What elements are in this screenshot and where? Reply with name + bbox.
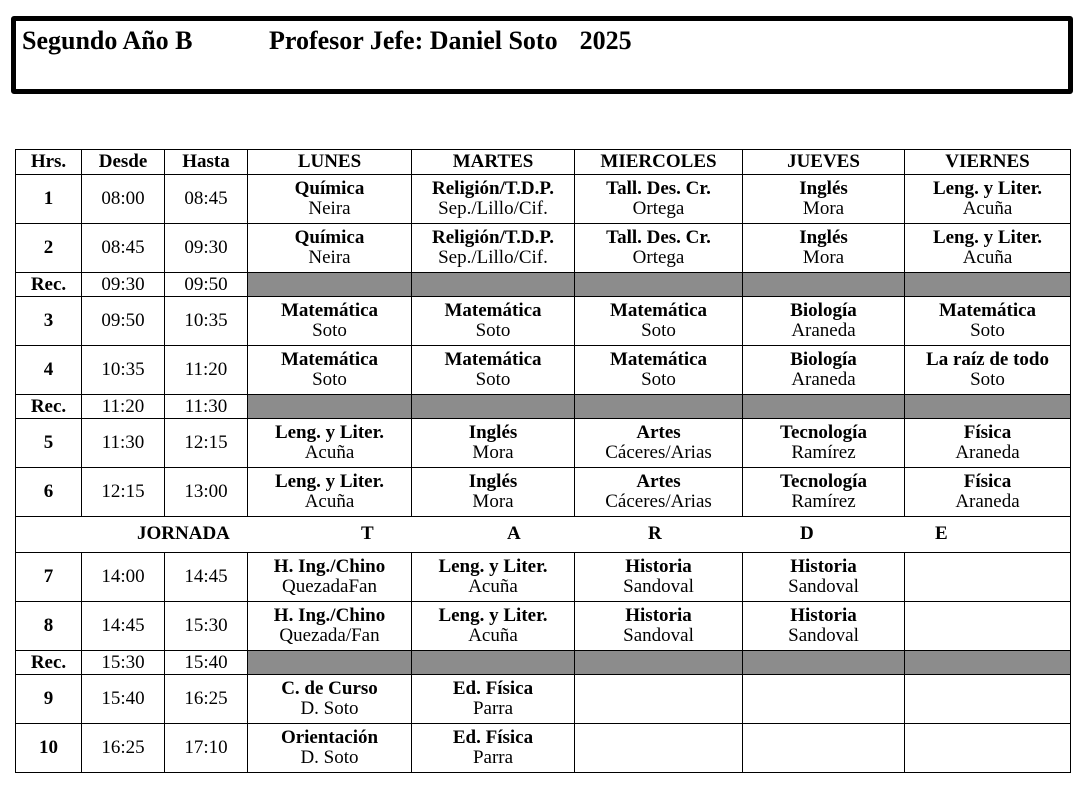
class-cell-lunes bbox=[248, 602, 412, 651]
subject-name: Leng. y Liter. bbox=[274, 471, 385, 492]
jornada-word: JORNADA bbox=[137, 523, 230, 544]
school-year: 2025 bbox=[579, 26, 632, 55]
recess-row bbox=[16, 651, 1071, 675]
subject-name: Artes bbox=[636, 471, 681, 492]
class-cell-martes bbox=[412, 224, 575, 273]
class-cell-viernes bbox=[905, 553, 1071, 602]
teacher-name: Sandoval bbox=[788, 625, 859, 646]
start-time: 16:25 bbox=[82, 724, 165, 773]
recess-cell-jueves bbox=[743, 273, 905, 297]
class-cell-martes bbox=[412, 724, 575, 773]
recess-cell-viernes bbox=[905, 395, 1071, 419]
subject-name: Leng. y Liter. bbox=[932, 227, 1043, 248]
recess-cell-miercoles bbox=[575, 651, 743, 675]
class-cell-viernes bbox=[905, 346, 1071, 395]
teacher-name: Acuña bbox=[304, 442, 355, 463]
period-number: 6 bbox=[16, 468, 82, 517]
teacher-name: Cáceres/Arias bbox=[605, 442, 712, 463]
teacher-name: Sep./Lillo/Cif. bbox=[438, 198, 548, 219]
teacher-name: Ortega bbox=[632, 198, 685, 219]
jornada-word: E bbox=[935, 523, 948, 544]
class-cell-jueves bbox=[743, 175, 905, 224]
recess-cell-lunes bbox=[248, 651, 412, 675]
class-cell-jueves bbox=[743, 602, 905, 651]
teacher-name: Araneda bbox=[791, 369, 856, 390]
subject-name: Biología bbox=[790, 300, 857, 321]
end-time: 10:35 bbox=[165, 297, 248, 346]
start-time: 15:30 bbox=[82, 651, 165, 675]
class-cell-jueves bbox=[743, 675, 905, 724]
teacher-name: Acuña bbox=[304, 491, 355, 512]
jornada-word: A bbox=[507, 523, 521, 544]
teacher-name: Acuña bbox=[468, 576, 518, 597]
teacher-name: Acuña bbox=[962, 247, 1013, 268]
class-cell-martes bbox=[412, 419, 575, 468]
teacher-name: Mora bbox=[802, 198, 845, 219]
teacher-name: Cáceres/Arias bbox=[605, 491, 712, 512]
head-teacher: Profesor Jefe: Daniel Soto bbox=[269, 26, 558, 55]
teacher-name: Neira bbox=[308, 198, 351, 219]
end-time: 08:45 bbox=[165, 175, 248, 224]
teacher-name: Soto bbox=[641, 320, 676, 341]
end-time: 14:45 bbox=[165, 553, 248, 602]
teacher-name: Soto bbox=[312, 320, 347, 341]
recess-row bbox=[16, 395, 1071, 419]
class-cell-miercoles bbox=[575, 468, 743, 517]
teacher-name: Soto bbox=[475, 369, 511, 390]
subject-name: H. Ing./Chino bbox=[273, 605, 386, 626]
jornada-word: D bbox=[800, 523, 814, 544]
end-time: 17:10 bbox=[165, 724, 248, 773]
subject-name: Inglés bbox=[468, 471, 518, 492]
teacher-name: Neira bbox=[308, 247, 351, 268]
teacher-name: Sandoval bbox=[623, 576, 694, 597]
subject-name: Religión/T.D.P. bbox=[432, 178, 554, 199]
start-time: 08:00 bbox=[82, 175, 165, 224]
class-cell-jueves bbox=[743, 346, 905, 395]
start-time: 12:15 bbox=[82, 468, 165, 517]
subject-name: Historia bbox=[625, 556, 692, 577]
recess-cell-lunes bbox=[248, 273, 412, 297]
period-number: 2 bbox=[16, 224, 82, 273]
class-cell-viernes bbox=[905, 724, 1071, 773]
teacher-name: Soto bbox=[970, 320, 1005, 341]
class-cell-lunes bbox=[248, 553, 412, 602]
recess-cell-martes bbox=[412, 273, 575, 297]
subject-name: Matemática bbox=[938, 300, 1037, 321]
subject-name: Inglés bbox=[468, 422, 518, 443]
period-number: 4 bbox=[16, 346, 82, 395]
class-cell-jueves bbox=[743, 468, 905, 517]
teacher-name: Mora bbox=[802, 247, 845, 268]
subject-name: Tall. Des. Cr. bbox=[606, 227, 711, 248]
col-desde: Desde bbox=[82, 150, 165, 175]
end-time: 11:30 bbox=[165, 395, 248, 419]
class-cell-miercoles bbox=[575, 602, 743, 651]
subject-name: Física bbox=[963, 422, 1012, 443]
class-cell-lunes bbox=[248, 224, 412, 273]
teacher-name: D. Soto bbox=[300, 747, 359, 768]
period-row bbox=[16, 175, 1071, 224]
recess-cell-jueves bbox=[743, 395, 905, 419]
end-time: 15:40 bbox=[165, 651, 248, 675]
class-cell-viernes bbox=[905, 297, 1071, 346]
subject-name: Leng. y Liter. bbox=[438, 556, 548, 577]
class-cell-lunes bbox=[248, 346, 412, 395]
class-cell-martes bbox=[412, 602, 575, 651]
end-time: 12:15 bbox=[165, 419, 248, 468]
class-cell-miercoles bbox=[575, 675, 743, 724]
subject-name: C. de Curso bbox=[281, 678, 378, 699]
teacher-name: Soto bbox=[475, 320, 511, 341]
subject-name: Química bbox=[294, 227, 365, 248]
subject-name: H. Ing./Chino bbox=[273, 556, 386, 577]
teacher-name: Acuña bbox=[962, 198, 1013, 219]
class-cell-jueves bbox=[743, 419, 905, 468]
col-miercoles: MIERCOLES bbox=[575, 150, 743, 175]
period-row bbox=[16, 419, 1071, 468]
subject-name: Matemática bbox=[444, 300, 542, 321]
teacher-name: QuezadaFan bbox=[282, 576, 377, 597]
class-cell-viernes bbox=[905, 675, 1071, 724]
start-time: 14:00 bbox=[82, 553, 165, 602]
start-time: 15:40 bbox=[82, 675, 165, 724]
class-cell-jueves bbox=[743, 553, 905, 602]
period-row bbox=[16, 553, 1071, 602]
teacher-name: Sandoval bbox=[788, 576, 859, 597]
teacher-name: Araneda bbox=[791, 320, 856, 341]
recess-cell-viernes bbox=[905, 651, 1071, 675]
period-number: 3 bbox=[16, 297, 82, 346]
period-number: 8 bbox=[16, 602, 82, 651]
subject-name: Orientación bbox=[280, 727, 379, 748]
subject-name: Artes bbox=[636, 422, 681, 443]
teacher-name: Parra bbox=[472, 698, 514, 719]
period-number: Rec. bbox=[16, 395, 82, 419]
col-viernes: VIERNES bbox=[905, 150, 1071, 175]
class-cell-lunes bbox=[248, 468, 412, 517]
teacher-name: D. Soto bbox=[300, 698, 359, 719]
subject-name: Física bbox=[963, 471, 1012, 492]
subject-name: Matemática bbox=[444, 349, 542, 370]
subject-name: Historia bbox=[790, 556, 857, 577]
period-number: 1 bbox=[16, 175, 82, 224]
class-cell-martes bbox=[412, 675, 575, 724]
start-time: 09:30 bbox=[82, 273, 165, 297]
class-cell-miercoles bbox=[575, 297, 743, 346]
class-cell-martes bbox=[412, 297, 575, 346]
class-cell-lunes bbox=[248, 675, 412, 724]
subject-name: Religión/T.D.P. bbox=[432, 227, 554, 248]
teacher-name: Ramírez bbox=[791, 442, 856, 463]
teacher-name: Ramírez bbox=[791, 491, 856, 512]
teacher-name: Soto bbox=[312, 369, 347, 390]
recess-cell-miercoles bbox=[575, 273, 743, 297]
class-cell-lunes bbox=[248, 175, 412, 224]
subject-name: Inglés bbox=[799, 227, 848, 248]
class-cell-martes bbox=[412, 346, 575, 395]
subject-name: Tecnología bbox=[780, 471, 867, 492]
subject-name: Biología bbox=[790, 349, 857, 370]
start-time: 09:50 bbox=[82, 297, 165, 346]
subject-name: Matemática bbox=[609, 300, 708, 321]
col-martes: MARTES bbox=[412, 150, 575, 175]
period-row bbox=[16, 468, 1071, 517]
period-row bbox=[16, 675, 1071, 724]
recess-cell-miercoles bbox=[575, 395, 743, 419]
col-hrs: Hrs. bbox=[16, 150, 82, 175]
class-cell-martes bbox=[412, 553, 575, 602]
teacher-name: Soto bbox=[970, 369, 1005, 390]
period-row bbox=[16, 602, 1071, 651]
subject-name: Ed. Física bbox=[452, 678, 534, 699]
class-cell-jueves bbox=[743, 297, 905, 346]
subject-name: Inglés bbox=[799, 178, 848, 199]
subject-name: Ed. Física bbox=[452, 727, 534, 748]
end-time: 09:50 bbox=[165, 273, 248, 297]
end-time: 09:30 bbox=[165, 224, 248, 273]
period-number: Rec. bbox=[16, 651, 82, 675]
class-cell-jueves bbox=[743, 224, 905, 273]
subject-name: Leng. y Liter. bbox=[438, 605, 548, 626]
class-cell-miercoles bbox=[575, 224, 743, 273]
header-row bbox=[16, 150, 1071, 175]
teacher-name: Mora bbox=[472, 491, 514, 512]
class-cell-viernes bbox=[905, 602, 1071, 651]
class-cell-martes bbox=[412, 468, 575, 517]
subject-name: Tall. Des. Cr. bbox=[606, 178, 711, 199]
subject-name: Matemática bbox=[280, 300, 379, 321]
col-jueves: JUEVES bbox=[743, 150, 905, 175]
class-cell-lunes bbox=[248, 419, 412, 468]
col-hasta: Hasta bbox=[165, 150, 248, 175]
class-cell-martes bbox=[412, 175, 575, 224]
teacher-name: Mora bbox=[472, 442, 514, 463]
course-name: Segundo Año B bbox=[22, 26, 193, 55]
recess-row bbox=[16, 273, 1071, 297]
subject-name: Leng. y Liter. bbox=[274, 422, 385, 443]
subject-name: Historia bbox=[625, 605, 692, 626]
start-time: 14:45 bbox=[82, 602, 165, 651]
jornada-banner bbox=[16, 517, 1071, 553]
col-lunes: LUNES bbox=[248, 150, 412, 175]
start-time: 10:35 bbox=[82, 346, 165, 395]
class-cell-viernes bbox=[905, 175, 1071, 224]
class-cell-viernes bbox=[905, 224, 1071, 273]
start-time: 11:30 bbox=[82, 419, 165, 468]
period-number: 9 bbox=[16, 675, 82, 724]
period-row bbox=[16, 297, 1071, 346]
subject-name: Tecnología bbox=[780, 422, 867, 443]
teacher-name: Ortega bbox=[632, 247, 685, 268]
end-time: 15:30 bbox=[165, 602, 248, 651]
class-cell-miercoles bbox=[575, 419, 743, 468]
teacher-name: Quezada/Fan bbox=[279, 625, 380, 646]
start-time: 08:45 bbox=[82, 224, 165, 273]
end-time: 13:00 bbox=[165, 468, 248, 517]
period-row bbox=[16, 224, 1071, 273]
teacher-name: Sep./Lillo/Cif. bbox=[438, 247, 548, 268]
teacher-name: Parra bbox=[472, 747, 514, 768]
subject-name: Química bbox=[294, 178, 365, 199]
class-cell-jueves bbox=[743, 724, 905, 773]
class-cell-miercoles bbox=[575, 724, 743, 773]
jornada-word: T bbox=[361, 523, 374, 544]
class-cell-lunes bbox=[248, 724, 412, 773]
header-box bbox=[11, 16, 1073, 94]
period-number: 5 bbox=[16, 419, 82, 468]
period-row bbox=[16, 724, 1071, 773]
subject-name: Historia bbox=[790, 605, 857, 626]
jornada-tarde-row bbox=[16, 517, 1071, 553]
jornada-word: R bbox=[648, 523, 662, 544]
class-cell-lunes bbox=[248, 297, 412, 346]
recess-cell-jueves bbox=[743, 651, 905, 675]
teacher-name: Acuña bbox=[468, 625, 518, 646]
recess-cell-viernes bbox=[905, 273, 1071, 297]
subject-name: La raíz de todo bbox=[926, 349, 1049, 370]
class-cell-viernes bbox=[905, 468, 1071, 517]
teacher-name: Araneda bbox=[955, 491, 1020, 512]
recess-cell-martes bbox=[412, 651, 575, 675]
period-row bbox=[16, 346, 1071, 395]
period-number: 7 bbox=[16, 553, 82, 602]
subject-name: Leng. y Liter. bbox=[932, 178, 1043, 199]
class-cell-miercoles bbox=[575, 346, 743, 395]
recess-cell-martes bbox=[412, 395, 575, 419]
subject-name: Matemática bbox=[280, 349, 379, 370]
teacher-name: Soto bbox=[641, 369, 676, 390]
teacher-name: Araneda bbox=[955, 442, 1020, 463]
period-number: 10 bbox=[16, 724, 82, 773]
start-time: 11:20 bbox=[82, 395, 165, 419]
schedule-table bbox=[15, 149, 1071, 773]
recess-cell-lunes bbox=[248, 395, 412, 419]
class-cell-miercoles bbox=[575, 553, 743, 602]
end-time: 16:25 bbox=[165, 675, 248, 724]
class-cell-viernes bbox=[905, 419, 1071, 468]
class-cell-miercoles bbox=[575, 175, 743, 224]
end-time: 11:20 bbox=[165, 346, 248, 395]
teacher-name: Sandoval bbox=[623, 625, 694, 646]
header-line bbox=[22, 26, 632, 56]
subject-name: Matemática bbox=[609, 349, 708, 370]
period-number: Rec. bbox=[16, 273, 82, 297]
